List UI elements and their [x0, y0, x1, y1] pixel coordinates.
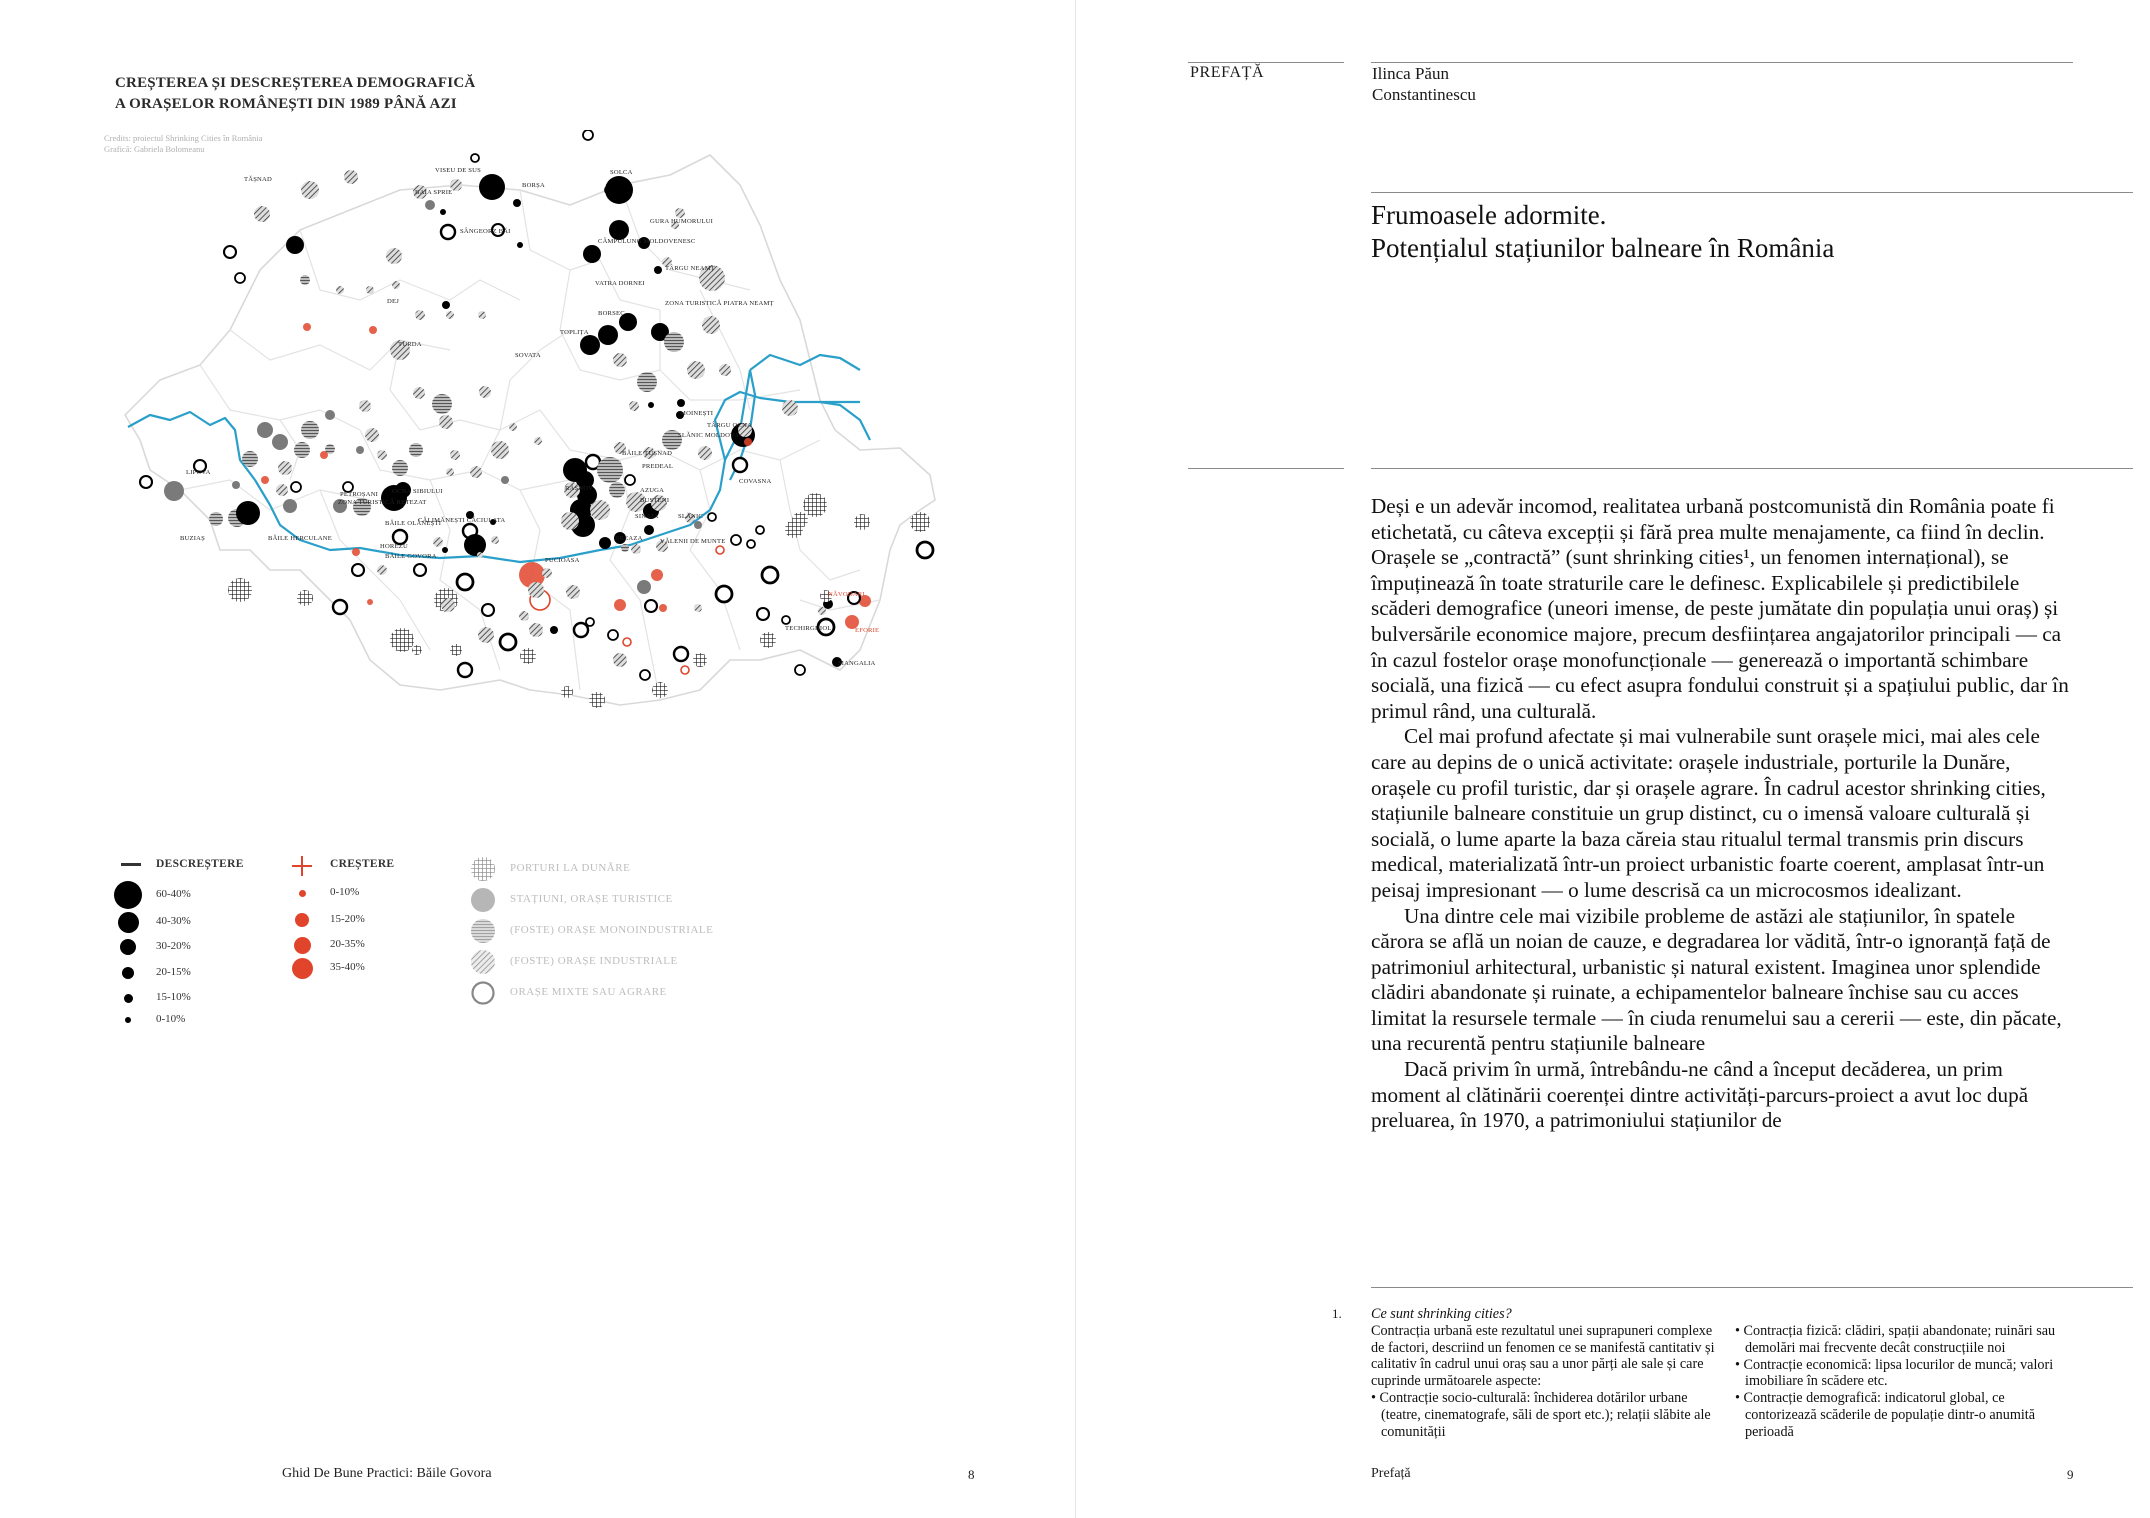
- industrial-marker: [702, 316, 720, 334]
- decrease-marker: [598, 325, 618, 345]
- article-body: [1371, 494, 2071, 1134]
- city-label: BĂILE TUȘNAD: [622, 450, 673, 457]
- rule-label: [1188, 62, 1344, 63]
- footnote-intro: [1371, 1323, 1716, 1390]
- plus-icon: [292, 856, 312, 876]
- industrial-marker: [818, 607, 826, 615]
- legend-label: PORTURI LA DUNĂRE: [510, 862, 631, 874]
- increase-ring-marker: [623, 638, 631, 646]
- legend-categories: [470, 862, 730, 1022]
- footnote-question: Ce sunt shrinking cities?: [1371, 1306, 1512, 1322]
- legend-label: 20-15%: [156, 966, 191, 978]
- danube-port-marker: [792, 512, 808, 528]
- decrease-marker: [644, 525, 654, 535]
- decrease-marker: [583, 245, 601, 263]
- city-label: TÂRGU NEAMȚ: [665, 265, 716, 272]
- footnote-bullet: • Contracție demografică: indicatorul global, ce contorizează scăderile de populație dintr-o anumită perioadă: [1735, 1390, 2036, 1440]
- city-label: TECHIRGHIOL: [785, 625, 832, 632]
- black-dot-icon: [122, 967, 134, 979]
- left-footer-title: Ghid De Bune Practici: Băile Govora: [282, 1466, 492, 1481]
- monoindustrial-marker: [242, 451, 258, 467]
- industrial-marker: [542, 568, 552, 578]
- danube-port-marker: [854, 514, 870, 530]
- industrial-marker: [694, 604, 702, 612]
- footnote-column-1: [1371, 1306, 1716, 1440]
- city-label: ZONA TURISTICĂ RETEZAT: [338, 499, 427, 506]
- industrial-marker: [446, 311, 454, 319]
- county-border: [660, 310, 800, 400]
- danube-port-marker: [297, 590, 313, 606]
- monoindustrial-marker: [392, 460, 408, 476]
- danube-port-marker: [412, 645, 422, 655]
- city-label: MOINEȘTI: [680, 410, 714, 417]
- mixed-agrarian-marker: [917, 542, 933, 558]
- monoindustrial-marker: [294, 442, 310, 458]
- credits-line: Grafică: Gabriela Bolomeanu: [104, 144, 205, 154]
- decrease-marker: [654, 266, 662, 274]
- monoindustrial-marker: [637, 372, 657, 392]
- rule-author: [1371, 62, 2073, 63]
- city-label: CÂMPULUNG MOLDOVENESC: [598, 238, 696, 245]
- monoindustrial-marker: [609, 482, 625, 498]
- decrease-marker: [286, 236, 304, 254]
- legend-label: 60-40%: [156, 888, 191, 900]
- industrial-marker: [377, 450, 387, 460]
- footnote-column-2: [1735, 1323, 2075, 1441]
- mixed-agrarian-marker: [500, 634, 516, 650]
- danube-port-marker: [520, 648, 536, 664]
- danube-port-marker: [390, 628, 414, 652]
- decrease-marker: [550, 626, 558, 634]
- black-dot-icon: [118, 912, 139, 933]
- decrease-marker: [648, 402, 654, 408]
- industrial-marker: [719, 364, 731, 376]
- city-label: BREAZA: [615, 535, 643, 542]
- danube-port-marker: [561, 686, 573, 698]
- solid-gray-swatch-icon: [470, 887, 496, 913]
- horizontal-lines-swatch-icon: [470, 918, 496, 944]
- mixed-agrarian-marker: [457, 574, 473, 590]
- black-dot-icon: [124, 994, 133, 1003]
- mixed-agrarian-marker: [757, 608, 769, 620]
- industrial-marker: [491, 536, 499, 544]
- city-label: ZONA TURISTICĂ PIATRA NEAMȚ: [665, 300, 774, 307]
- city-label: GURA HUMORULUI: [650, 218, 714, 225]
- increase-marker: [659, 604, 667, 612]
- industrial-marker: [478, 627, 494, 643]
- mixed-agrarian-marker: [795, 665, 805, 675]
- city-label: TURDA: [398, 341, 422, 348]
- mixed-agrarian-marker: [235, 273, 245, 283]
- industrial-marker: [439, 415, 453, 429]
- industrial-marker: [450, 450, 460, 460]
- map-title-line: A ORAȘELOR ROMÂNEȘTI DIN 1989 PÂNĂ AZI: [115, 96, 457, 112]
- increase-marker: [369, 326, 377, 334]
- legend-increase-title: CREȘTERE: [330, 858, 395, 870]
- author-line: Constantinescu: [1372, 85, 1476, 104]
- resort-marker: [694, 521, 702, 529]
- title-line: Frumoasele adormite.: [1371, 200, 1607, 230]
- diagonal-lines-swatch-icon: [470, 949, 496, 975]
- danube-delta-arm: [820, 402, 870, 440]
- decrease-marker: [442, 547, 448, 553]
- city-label: TOPLIȚA: [560, 329, 589, 336]
- increase-marker: [651, 569, 663, 581]
- legend-decrease: [116, 858, 266, 1038]
- city-label: PETROȘANI: [340, 491, 379, 498]
- footnote-bullet-text: Contracție socio-culturală: închiderea dotărilor urbane (teatre, cinematografe, săli de sport etc.); relații slăbite ale comunității: [1379, 1389, 1711, 1440]
- resort-marker: [325, 410, 335, 420]
- industrial-marker: [392, 281, 400, 289]
- footnote-bullet: • Contracție socio-culturală: închiderea dotărilor urbane (teatre, cinematografe, săli de sport etc.); relații slăbite ale comunității: [1371, 1389, 1711, 1440]
- footnote-bullet: • Contracția fizică: clădiri, spații abandonate; ruinări sau demolări mai frecvente decât construcțiile noi: [1735, 1323, 2056, 1356]
- title-line: Potențialul stațiunilor balneare în România: [1371, 233, 1835, 263]
- mixed-agrarian-marker: [352, 564, 364, 576]
- legend-label: 20-35%: [330, 938, 365, 950]
- city-label: CĂLIMĂNEȘTI CĂCIULATA: [418, 517, 506, 524]
- city-label: EFORIE: [855, 627, 880, 634]
- city-label: OCNA SIBIULUI: [392, 488, 443, 495]
- industrial-marker: [675, 208, 685, 218]
- increase-marker: [352, 548, 360, 556]
- rule-body: [1371, 468, 2133, 469]
- resort-marker: [232, 481, 240, 489]
- decrease-marker: [517, 242, 523, 248]
- legend-label: 15-20%: [330, 913, 365, 925]
- city-label: VATRA DORNEI: [595, 280, 645, 287]
- monoindustrial-marker: [597, 457, 623, 483]
- rule-title: [1371, 192, 2133, 193]
- city-label: SLĂNIC MOLDOVA: [678, 432, 740, 439]
- mixed-agrarian-marker: [608, 630, 618, 640]
- resort-marker: [425, 200, 435, 210]
- danube-port-marker: [450, 644, 462, 656]
- monoindustrial-marker: [301, 421, 319, 439]
- industrial-marker: [336, 286, 344, 294]
- monoindustrial-marker: [621, 544, 629, 552]
- mixed-agrarian-marker: [640, 670, 650, 680]
- industrial-marker: [377, 565, 387, 575]
- increase-marker: [367, 599, 373, 605]
- city-label: TĂȘNAD: [244, 176, 272, 183]
- industrial-marker: [509, 423, 517, 431]
- footnote-bullet-text: Contracție demografică: indicatorul global, ce contorizează scăderile de populație dintr-o anumită perioadă: [1743, 1390, 2036, 1440]
- industrial-marker: [433, 537, 443, 547]
- city-label: VISEU DE SUS: [435, 167, 481, 174]
- mixed-agrarian-marker: [441, 225, 455, 239]
- footnote-number: 1.: [1332, 1306, 1342, 1321]
- industrial-marker: [687, 361, 705, 379]
- legend-label: 40-30%: [156, 915, 191, 927]
- county-border: [230, 330, 450, 370]
- increase-marker: [320, 451, 328, 459]
- industrial-marker: [278, 461, 292, 475]
- city-label: PREDEAL: [642, 463, 674, 470]
- resort-marker: [501, 476, 509, 484]
- industrial-marker: [529, 623, 543, 637]
- county-border: [300, 230, 520, 300]
- decrease-marker: [599, 537, 611, 549]
- monoindustrial-marker: [300, 275, 310, 285]
- rule-body-left: [1188, 468, 1344, 469]
- mixed-agrarian-marker: [393, 530, 407, 544]
- map-title-line: CREȘTEREA ȘI DESCREȘTEREA DEMOGRAFICĂ: [115, 75, 476, 91]
- increase-marker: [303, 323, 311, 331]
- mixed-agrarian-marker: [733, 458, 747, 472]
- left-page-number: 8: [968, 1467, 975, 1482]
- mixed-agrarian-marker: [471, 154, 479, 162]
- author-line: Ilinca Păun: [1372, 64, 1449, 83]
- mixed-agrarian-marker: [574, 623, 588, 637]
- monoindustrial-marker: [664, 332, 684, 352]
- article-title: [1371, 199, 1834, 265]
- industrial-marker: [254, 206, 270, 222]
- ring-swatch-icon: [470, 980, 496, 1006]
- industrial-marker: [613, 353, 627, 367]
- resort-marker: [637, 580, 651, 594]
- mixed-agrarian-marker: [333, 600, 347, 614]
- mixed-agrarian-marker: [674, 647, 688, 661]
- industrial-marker: [301, 181, 319, 199]
- mixed-agrarian-marker: [731, 535, 741, 545]
- decrease-marker: [609, 220, 629, 240]
- city-label: SOLCA: [610, 169, 633, 176]
- legend-label: (FOSTE) ORAȘE MONOINDUSTRIALE: [510, 924, 714, 936]
- decrease-marker: [440, 209, 446, 215]
- city-label: LIPOVA: [186, 469, 211, 476]
- industrial-marker: [698, 446, 712, 460]
- increase-marker: [744, 438, 752, 446]
- industrial-marker: [528, 582, 544, 598]
- mixed-agrarian-marker: [747, 540, 755, 548]
- industrial-marker: [276, 484, 288, 496]
- footnote-bullet-text: Contracția fizică: clădiri, spații abandonate; ruinări sau demolări mai frecvente decât construcțiile noi: [1743, 1323, 2056, 1356]
- city-label: MANGALIA: [838, 660, 876, 667]
- footnote-intro-text: Contracția urbană este rezultatul unei suprapuneri complexe de factori, descriind un fenomen ce se manifestă cantitativ și calitativ în cadrul unui oraș sau a unor părți ale sale și care cuprinde următoarele aspecte:: [1371, 1322, 1715, 1390]
- industrial-marker: [590, 500, 610, 520]
- city-label: PUCIOASA: [545, 557, 580, 564]
- industrial-marker: [561, 512, 579, 530]
- city-label: BORSEC: [598, 310, 625, 317]
- decrease-marker: [605, 176, 633, 204]
- danube-port-marker: [803, 493, 827, 517]
- industrial-marker: [386, 248, 402, 264]
- industrial-marker: [534, 437, 542, 445]
- mixed-agrarian-marker: [586, 618, 594, 626]
- industrial-marker: [491, 441, 509, 459]
- mixed-agrarian-marker: [708, 513, 716, 521]
- city-label: NĂVODARI: [828, 591, 865, 598]
- industrial-marker: [441, 598, 455, 612]
- mixed-agrarian-marker: [140, 476, 152, 488]
- city-label: SINAIA: [635, 513, 659, 520]
- red-dot-icon: [295, 913, 309, 927]
- county-borders: [125, 155, 935, 705]
- industrial-marker: [344, 170, 358, 184]
- city-markers: [140, 130, 933, 708]
- legend-label: 15-10%: [156, 991, 191, 1003]
- mixed-agrarian-marker: [458, 663, 472, 677]
- legend-increase: [290, 858, 440, 998]
- city-label: BORȘA: [522, 182, 545, 189]
- decrease-marker: [513, 199, 521, 207]
- monoindustrial-marker: [209, 512, 223, 526]
- legend-decrease-title: DESCREȘTERE: [156, 858, 244, 870]
- mixed-agrarian-marker: [716, 586, 732, 602]
- mixed-agrarian-marker: [756, 526, 764, 534]
- resort-marker: [272, 434, 288, 450]
- credits-line: Credits: proiectul Shrinking Cities în România: [104, 133, 263, 143]
- industrial-marker: [413, 387, 425, 399]
- mixed-agrarian-marker: [782, 616, 790, 624]
- industrial-marker: [629, 401, 639, 411]
- city-label: BUZIAȘ: [180, 535, 206, 542]
- mixed-agrarian-marker: [414, 564, 426, 576]
- city-label: HOREZU: [380, 543, 408, 550]
- decrease-marker: [479, 174, 505, 200]
- increase-marker: [614, 599, 626, 611]
- right-page-number: 9: [2067, 1467, 2074, 1482]
- paragraph: Una dintre cele mai vizibile probleme de astăzi ale stațiunilor, în spatele cărora se află un noian de cauze, e degradarea lor vădită, într-o ignoranță față de patrimoniul arhitectural, urbanistic și natural existent. Imaginea unor splendide clădiri abandonate și ruinate, a echipamentelor balneare închise sau cu acces limitat la resursele termale — în ciuda renumelui sau a cererii — este, din păcate, una recurentă pentru stațiunile balneare: [1371, 903, 2062, 1056]
- city-label: BĂILE GOVORA: [385, 553, 437, 560]
- city-label: SÂNGEORZ BĂI: [460, 228, 511, 235]
- city-label: AZUGA: [640, 487, 665, 494]
- red-dot-icon: [294, 937, 311, 954]
- right-footer-title: Prefață: [1371, 1466, 1411, 1481]
- red-dot-icon: [299, 890, 306, 897]
- increase-ring-marker: [716, 546, 724, 554]
- industrial-marker: [613, 653, 627, 667]
- city-label: TÂRGU OCNA: [707, 422, 753, 429]
- city-label: COVASNA: [739, 478, 772, 485]
- city-label: BĂILE OLĂNEȘTI: [385, 520, 442, 527]
- romania-map: [100, 130, 1000, 750]
- industrial-marker: [415, 310, 425, 320]
- minus-icon: [121, 863, 141, 866]
- industrial-marker: [366, 286, 374, 294]
- monoindustrial-marker: [409, 443, 423, 457]
- grid-swatch-icon: [470, 856, 496, 882]
- industrial-marker: [631, 544, 641, 554]
- paragraph: Cel mai profund afectate și mai vulnerabile sunt orașele mici, mai ales cele care au depins de o unică activitate: orașele industriale, porturile la Dunăre, orașele cu profil turistic, dar și orașele agrare. În cadrul acestor shrinking cities, stațiunile balneare constituie un grup distinct, cu o imensă valoare culturală și socială, o lume aparte la baza căreia stau ritualul termal transmis prin discurs medical, materializată într-un proiect urbanistic foarte coerent, amplasat într-un peisaj impresionant — o lume descrisă ca un microcosmos idealizant.: [1371, 724, 2046, 902]
- danube-port-marker: [589, 692, 605, 708]
- industrial-marker: [782, 400, 798, 416]
- city-label: BAIA SPRIE: [415, 189, 453, 196]
- danube-port-marker: [652, 682, 668, 698]
- black-dot-icon: [125, 1017, 131, 1023]
- mixed-agrarian-marker: [224, 246, 236, 258]
- legend-label: 35-40%: [330, 961, 365, 973]
- black-dot-icon: [114, 881, 142, 909]
- danube-port-marker: [228, 578, 252, 602]
- mixed-agrarian-marker: [583, 130, 593, 140]
- legend-label: (FOSTE) ORAȘE INDUSTRIALE: [510, 955, 678, 967]
- danube-port-marker: [760, 632, 776, 648]
- footnote-bullet: • Contracție economică: lipsa locurilor de muncă; valori imobiliare în scădere etc.: [1735, 1356, 2054, 1390]
- city-label: BĂILE HERCULANE: [268, 535, 332, 542]
- section-label: PREFAȚĂ: [1190, 64, 1265, 81]
- rule-footnotes: [1371, 1287, 2133, 1288]
- decrease-marker: [464, 534, 486, 556]
- decrease-marker: [580, 335, 600, 355]
- black-dot-icon: [120, 939, 136, 955]
- legend-label: 0-10%: [330, 886, 360, 898]
- red-dot-icon: [292, 958, 313, 979]
- increase-marker: [261, 476, 269, 484]
- danube-arm: [750, 355, 860, 370]
- city-label: RÂȘNOV: [565, 485, 594, 492]
- monoindustrial-marker: [432, 394, 452, 414]
- legend-label: STAȚIUNI, ORAȘE TURISTICE: [510, 893, 673, 905]
- legend-label: 30-20%: [156, 940, 191, 952]
- county-border: [700, 440, 820, 470]
- industrial-marker: [359, 400, 371, 412]
- footnote-bullet-text: Contracție economică: lipsa locurilor de muncă; valori imobiliare în scădere etc.: [1743, 1356, 2054, 1390]
- resort-marker: [257, 422, 273, 438]
- mixed-agrarian-marker: [482, 604, 494, 616]
- industrial-marker: [365, 428, 379, 442]
- author-name: [1372, 63, 1476, 105]
- city-label: BUȘTENI: [640, 497, 670, 504]
- resort-marker: [356, 446, 364, 454]
- city-label: SOVATA: [515, 352, 541, 359]
- industrial-marker: [519, 611, 529, 621]
- decrease-marker: [236, 501, 260, 525]
- industrial-marker: [477, 552, 483, 558]
- county-border: [690, 470, 740, 650]
- decrease-marker: [677, 399, 685, 407]
- paragraph: Dacă privim în urmă, întrebându-ne când a început decăderea, un prim moment al clătinării coerenței dintre activități-parcurs-proiect a avut loc după preluarea, în 1970, a patrimoniului stațiunilor de: [1371, 1057, 2029, 1133]
- mixed-agrarian-marker: [625, 475, 635, 485]
- resort-marker: [164, 481, 184, 501]
- resort-marker: [283, 499, 297, 513]
- increase-ring-marker: [681, 666, 689, 674]
- country-outline: [125, 155, 935, 705]
- industrial-marker: [479, 386, 491, 398]
- mixed-agrarian-marker: [762, 567, 778, 583]
- mixed-agrarian-marker: [645, 600, 657, 612]
- legend-label: 0-10%: [156, 1013, 186, 1025]
- danube-port-marker: [910, 512, 930, 532]
- paragraph: Deși e un adevăr incomod, realitatea urbană postcomunistă din România poate fi etichetată, cu câteva excepții și fără prea multe menajamente, ca fiind în declin. Orașele se „contractă” (sunt shrinking cities¹, un fenomen internațional), se împuținează în toate straturile care le definesc. Explicabilele și predictibilele scăderi demografice (uneori imense, de peste jumătate din populația unui oraș) și bulversările economice majore, precum desființarea angajatorilor principali — ca în cazul fostelor orașe monofuncționale — generează o importantă schimbare socială, una fizică — cu efect asupra fondului construit și a spațiului public, dar în primul rând, una culturală.: [1371, 494, 2069, 723]
- industrial-marker: [566, 585, 580, 599]
- industrial-marker: [470, 466, 482, 478]
- city-label: VĂLENII DE MUNTE: [660, 538, 726, 545]
- mixed-agrarian-marker: [291, 482, 301, 492]
- decrease-marker: [442, 301, 450, 309]
- city-label: SLĂNIC: [678, 513, 704, 520]
- city-label: DEJ: [387, 298, 399, 305]
- danube-port-marker: [693, 653, 707, 667]
- industrial-marker: [478, 311, 486, 319]
- industrial-marker: [446, 468, 454, 476]
- map-title: [115, 73, 475, 115]
- legend-label: ORAȘE MIXTE SAU AGRARE: [510, 986, 667, 998]
